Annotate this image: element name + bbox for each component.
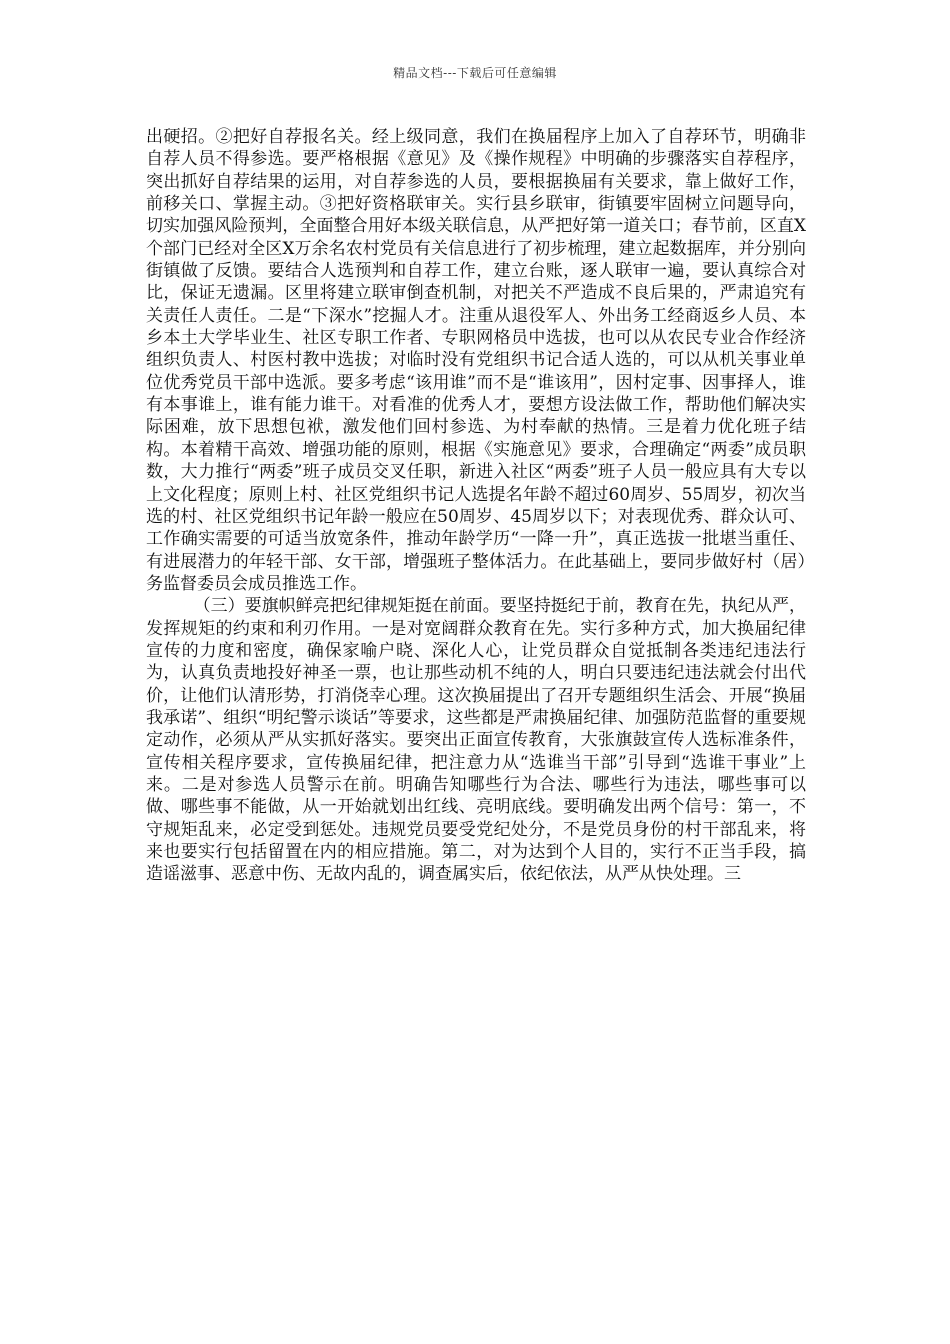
paragraph-section-three: （三）要旗帜鲜亮把纪律规矩挺在前面。要坚持挺纪于前，教育在先，执纪从严，发挥规矩的约束和利刃作用。一是对宽阔群众教育在先。实行多种方式，加大换届纪律宣传的力度和密度，确保家喻户晓、深化人心，让党员群众自觉抵制各类违纪违法行为，认真负责地投好神圣一票，也让那些动机不纯的人，明白只要违纪违法就会付出代价，让他们认清形势，打消侥幸心理。这次换届提出了召开专题组织生活会、开展“换届我承诺”、组织“明纪警示谈话”等要求，这些都是严肃换届纪律、加强防范监督的重要规定动作，必须从严从实抓好落实。要突出正面宣传教育，大张旗鼓宣传人选标准条件，宣传相关程序要求，宣传换届纪律，把注意力从“选谁当干部”引导到“选谁干事业”上来。二是对参选人员警示在前。明确告知哪些行为合法、哪些行为违法，哪些事可以做、哪些事不能做，从一开始就划出红线、亮明底线。要明确发出两个信号：第一，不守规矩乱来，必定受到惩处。违规党员要受党纪处分，不是党员身份的村干部乱来，将来也要实行包括留置在内的相应措施。第二，对为达到个人目的，实行不正当手段，搞造谣滋事、恶意中伤、无故内乱的，调查属实后，依纪依法，从严从快处理。三 bbox=[146, 596, 806, 885]
paragraph-continued: 出硬招。②把好自荐报名关。经上级同意，我们在换届程序上加入了自荐环节，明确非自荐人员不得参选。要严格根据《意见》及《操作规程》中明确的步骤落实自荐程序，突出抓好自荐结果的运用，对自荐参选的人员，要根据换届有关要求，靠上做好工作，前移关口、掌握主动。③把好资格联审关。实行县乡联审，街镇要牢固树立问题导向，切实加强风险预判，全面整合用好本级关联信息，从严把好第一道关口；春节前，区直X个部门已经对全区X万余名农村党员有关信息进行了初步梳理，建立起数据库，并分别向街镇做了反馈。要结合人选预判和自荐工作，建立台账，逐人联审一遍，要认真综合对比，保证无遗漏。区里将建立联审倒查机制，对把关不严造成不良后果的，严肃追究有关责任人责任。二是“下深水”挖掘人才。注重从退役军人、外出务工经商返乡人员、本乡本土大学毕业生、社区专职工作者、专职网格员中选拔，也可以从农民专业合作经济组织负责人、村医村教中选拔；对临时没有党组织书记合适人选的，可以从机关事业单位优秀党员干部中选派。要多考虑“该用谁”而不是“谁该用”，因村定事、因事择人，谁有本事谁上，谁有能力谁干。对看准的优秀人才，要想方设法做工作，帮助他们解决实际困难，放下思想包袱，激发他们回村参选、为村奉献的热情。三是着力优化班子结构。本着精干高效、增强功能的原则，根据《实施意见》要求，合理确定“两委”成员职数，大力推行“两委”班子成员交叉任职，新进入社区“两委”班子人员一般应具有大专以上文化程度；原则上村、社区党组织书记人选提名年龄不超过60周岁、55周岁，初次当选的村、社区党组织书记年龄一般应在50周岁、45周岁以下；对表现优秀、群众认可、工作确实需要的可适当放宽条件，推动年龄学历“一降一升”，真正选拔一批堪当重任、有进展潜力的年轻干部、女干部，增强班子整体活力。在此基础上，要同步做好村（居）务监督委员会成员推选工作。 bbox=[146, 127, 806, 594]
document-body bbox=[146, 126, 806, 886]
page-header: 精品文档---下载后可任意编辑 bbox=[393, 66, 557, 80]
